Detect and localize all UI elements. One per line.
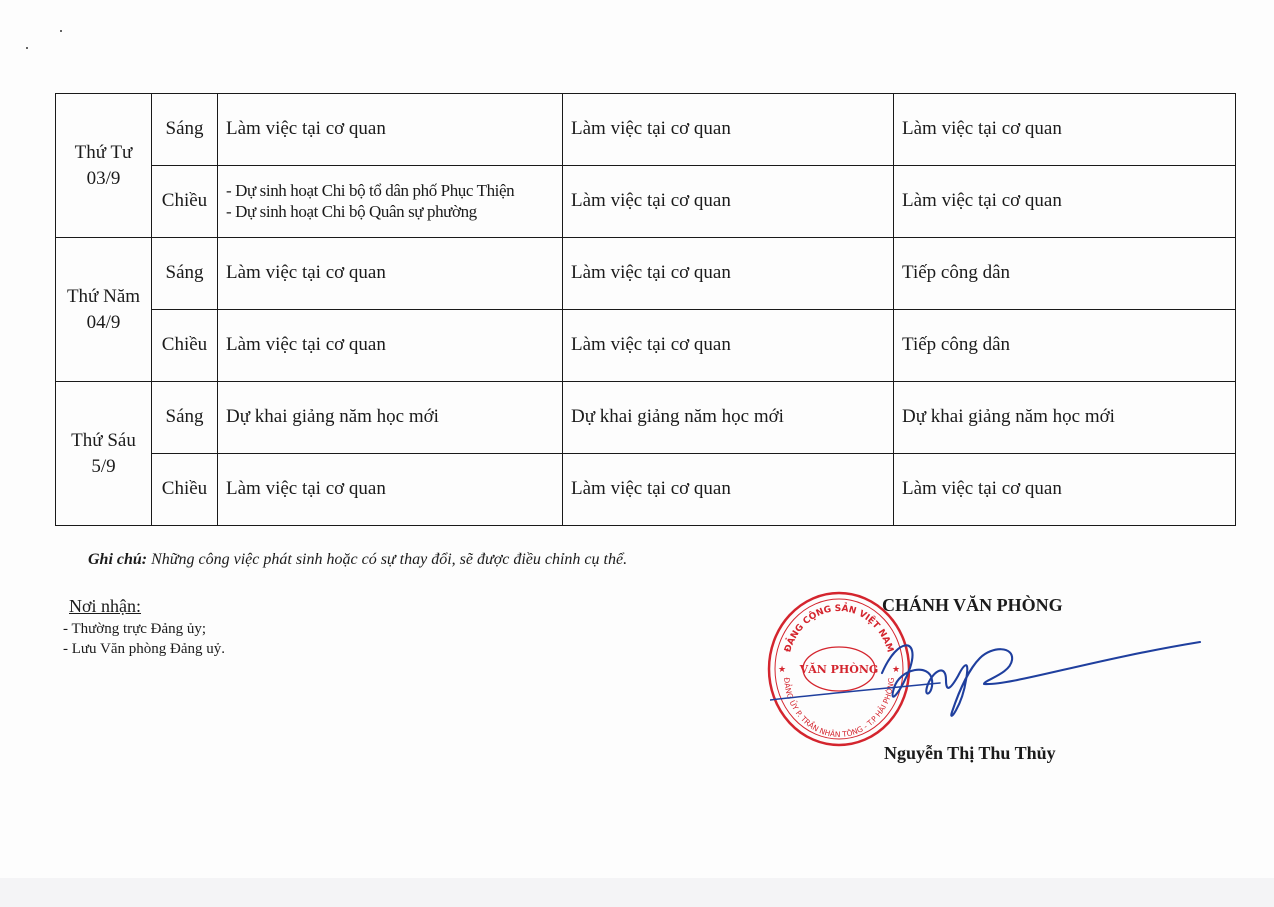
activity-cell: Làm việc tại cơ quan [894,166,1236,238]
activity-cell: Tiếp công dân [894,310,1236,382]
day-date: 04/9 [86,311,121,333]
activity-cell: Làm việc tại cơ quan [894,454,1236,526]
table-row [56,94,1236,166]
day-cell [56,94,152,238]
session-cell: Chiều [152,166,218,238]
activity-cell: Làm việc tại cơ quan [563,238,894,310]
note-text: Những công việc phát sinh hoặc có sự thay đổi, sẽ được điều chỉnh cụ thể. [147,551,628,568]
recipients-title: Nơi nhận: [69,596,142,616]
recipients-block [63,596,225,659]
table-row [56,382,1236,454]
activity-line: Làm việc tại cơ quan [226,478,386,500]
table-row [56,310,1236,382]
schedule-body [56,94,1236,526]
activity-cell: Làm việc tại cơ quan [563,166,894,238]
seal-outer-text: ĐẢNG CỘNG SẢN VIỆT NAM [783,603,895,654]
day-cell [56,382,152,526]
handwritten-signature [770,628,1210,728]
session-cell: Sáng [152,94,218,166]
signer-name: Nguyễn Thị Thu Thủy [884,743,1056,763]
table-row [56,454,1236,526]
note-label: Ghi chú: [88,551,148,568]
table-row [56,238,1236,310]
seal-center-text: VĂN PHÒNG [799,663,879,676]
seal-star-icon: ★ [777,664,787,674]
activity-cell [218,94,563,166]
activity-cell [218,382,563,454]
session-cell: Sáng [152,382,218,454]
recipient-item: - Thường trực Đảng ủy; [63,621,207,637]
session-cell: Sáng [152,238,218,310]
seal-lower-text: ĐẢNG ỦY P. TRẦN NHÂN TÔNG - T.P HẢI PHÒNG [781,677,897,740]
recipient-item: - Lưu Văn phòng Đảng uỷ. [63,641,225,657]
day-name: Thứ Sáu [71,429,136,451]
activity-cell: Tiếp công dân [894,238,1236,310]
day-cell [56,238,152,382]
activity-cell [218,454,563,526]
seal-star-icon: ★ [891,664,901,674]
day-name: Thứ Năm [66,285,141,307]
note [88,551,627,569]
activity-cell: Dự khai giảng năm học mới [894,382,1236,454]
table-row [56,166,1236,238]
activity-line: - Dự sinh hoạt Chi bộ Quân sự phường [226,201,477,221]
scan-bottom-band [0,878,1274,907]
activity-line: Dự khai giảng năm học mới [226,406,439,428]
activity-cell: Dự khai giảng năm học mới [563,382,894,454]
activity-cell: Làm việc tại cơ quan [563,94,894,166]
day-date: 5/9 [91,455,116,477]
day-date: 03/9 [86,167,121,189]
activity-cell: Làm việc tại cơ quan [563,310,894,382]
scan-speck [60,30,62,32]
activity-line: Làm việc tại cơ quan [226,118,386,140]
activity-cell: Làm việc tại cơ quan [563,454,894,526]
schedule-table [55,93,1236,526]
scan-speck [26,47,28,49]
activity-line: - Dự sinh hoạt Chi bộ tổ dân phố Phục Thiện [226,181,515,201]
activity-line: Làm việc tại cơ quan [226,262,386,284]
signature-title: CHÁNH VĂN PHÒNG [882,595,1063,615]
activity-line: Làm việc tại cơ quan [226,334,386,356]
activity-cell [218,166,563,238]
session-cell: Chiều [152,454,218,526]
activity-cell [218,238,563,310]
session-cell: Chiều [152,310,218,382]
activity-cell: Làm việc tại cơ quan [894,94,1236,166]
activity-cell [218,310,563,382]
day-name: Thứ Tư [74,141,133,163]
